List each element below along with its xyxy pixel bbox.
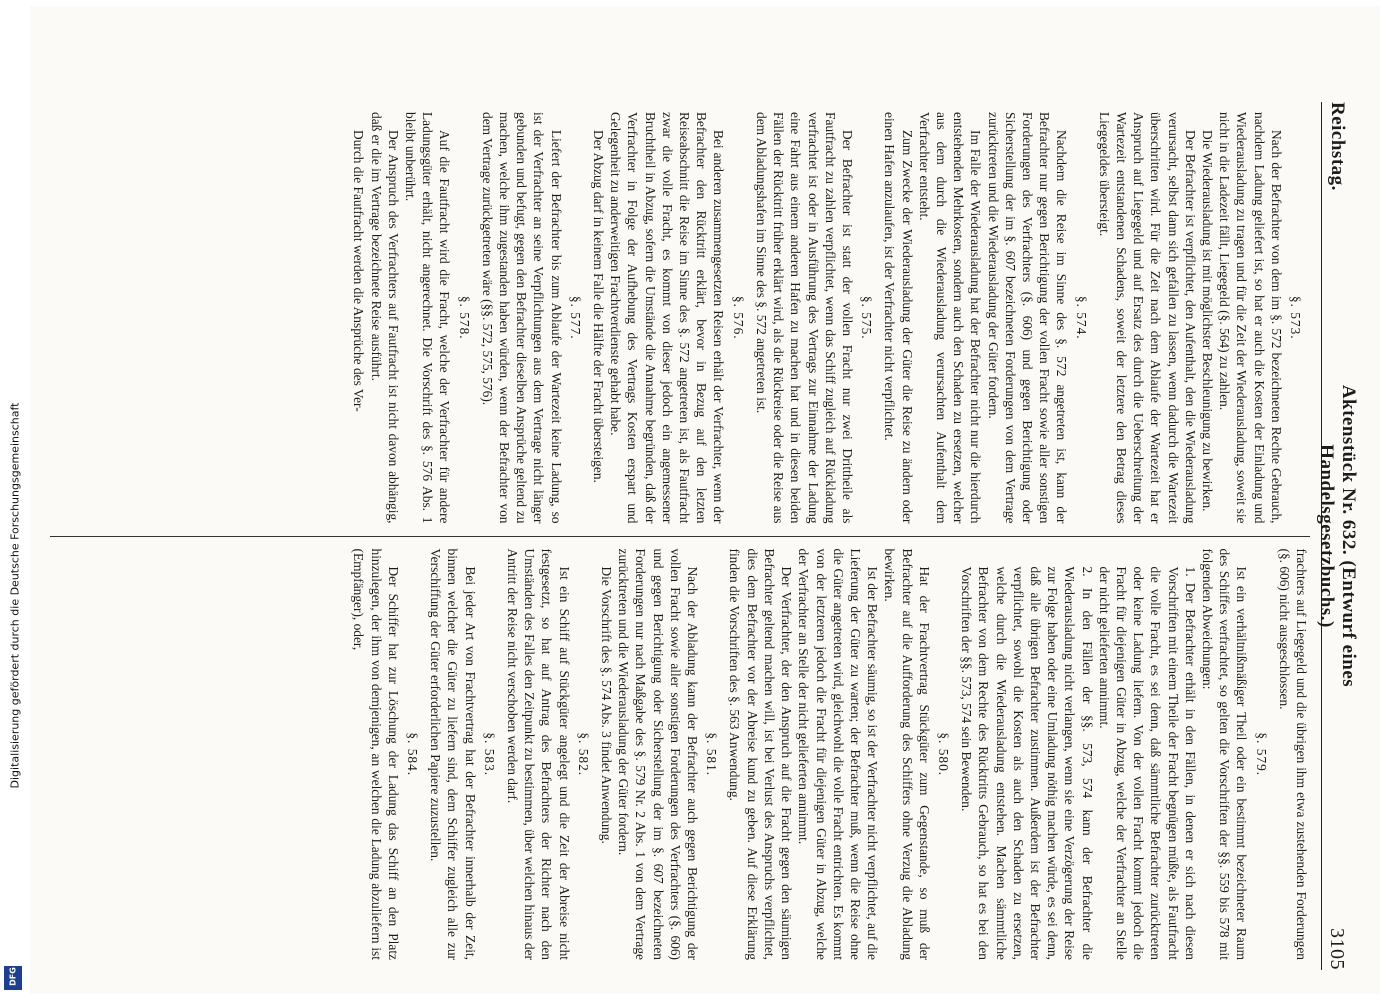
paragraph: Auf die Fautfracht wird die Fracht, welche der Verfrachter für andere Ladungsgüter erhält, nicht angerechnet. Die Vorschrift des §. 576 Abs. 1 bleibt unberührt. [403, 112, 453, 524]
paragraph: Der Verfrachter, der den Anspruch auf die Fracht gegen den säumigen Befrachter geltend machen will, ist bei Verlust des Anspruchs verpflichtet, dies dem Befrachter vor der Abreise kund zu geben. Auf diese Erklärung finden die Vorschriften des §. 563 Anwendung. [727, 548, 795, 960]
dfg-logo-text: DFG [8, 967, 18, 986]
paragraph: Liefert der Befrachter bis zum Ablaufe der Wartezeit keine Ladung, so ist der Verfrachter an seine Verpflichtungen aus dem Vertrage nicht länger gebunden und befugt, gegen den Befrachter dieselben Ansprüche geltend zu machen, welche ihm zugestanden haben würden, wenn der Befrachter von dem Vertrage zurückgetreten wäre (§§. 572, 575, 576). [479, 112, 564, 524]
right-column [50, 539, 1310, 971]
paragraph: Der Anspruch des Verfrachters auf Fautfracht ist nicht davon abhängig, daß er die im Vertrage bezeichnete Reise ausführt. [368, 112, 401, 524]
column-divider [50, 536, 1310, 537]
paragraph: Die Wiederausladung ist mit möglichster Beschleunigung zu bewirken. [1199, 130, 1215, 512]
paragraph: Der Befrachter ist statt der vollen Fracht nur zwei Drittheile als Fautfracht zu zahlen verpflichtet, wenn das Schiff zugleich auf Rückladung verfrachtet ist oder in Ausführung des Vertrags zur Einnahme der Ladung eine Fahrt aus einem anderen Hafen zu machen hat und in diesen beiden Fällen der Rücktritt früher erklärt wird, als die Rückreise oder die Reise aus dem Abladungshafen im Sinne des §. 572 angetreten ist. [753, 112, 855, 524]
section-heading: §. 582. [575, 732, 591, 777]
paragraph: Nach der Befrachter von dem im §. 572 bezeichneten Rechte Gebrauch, nachdem Ladung geliefert ist, so hat er auch die Kosten der Einladung und Wiederausladung zu tragen und für die Zeit der Wiederausladung, soweit sie nicht in die Ladezeit fällt, Liegegeld (§. 564) zu zahlen. [1217, 112, 1284, 524]
section-heading: §. 580. [935, 732, 951, 777]
paragraph: Bei anderen zusammengesetzten Reisen erhält der Verfrachter, wenn der Befrachter den Rücktritt erklärt, bevor in Bezug auf den letzten Reiseabschnitt die Reise im Sinne des §. 572 angetreten ist, als Fautfracht zwar die volle Fracht, es kommt von dieser jedoch ein angemessener Bruchtheil in Abzug, sofern die Umstände die Annahme begründen, daß der Verfrachter in Folge der Aufhebung des Vertrags Kosten erspart und Gelegenheit zu anderweitigen Frachtverdienste gehabt habe. [608, 112, 727, 524]
section-heading: §. 583. [481, 732, 497, 777]
dfg-logo [4, 966, 22, 990]
paragraph: Im Falle der Wiederausladung hat der Befrachter nicht nur die hierdurch entstehenden Mehrkosten, sondern auch den Schaden zu ersetzen, welcher aus dem durch die Wiederausladung verursachten Aufenthalt dem Verfrachter entsteht. [916, 112, 984, 524]
paragraph: Nach der Abladung kann der Befrachter auch gegen Berichtigung der vollen Fracht sowie aller sonstigen Forderungen des Verfrachters (§. 606) und gegen Berichtigung oder Sicherstellung der im §. 607 bezeichneten Forderungen nur nach Maßgabe des §. 579 Nr. 2 Abs. 1 von dem Vertrage zurücktreten und die Wiederausladung der Güter fordern. [616, 548, 701, 960]
section-heading: §. 576. [730, 295, 746, 340]
credit-text: Digitalisierung gefördert durch die Deutsche Forschungsgemeinschaft [8, 402, 22, 789]
paragraph: Der Abzug darf in keinem Falle die Hälfte der Fracht übersteigen. [591, 130, 607, 483]
paragraph: Die Vorschrift des §. 574 Abs. 3 findet Anwendung. [599, 566, 615, 844]
paragraph: Hat der Frachtvertrag Stückgüter zum Gegenstande, so muß der Befrachter auf die Aufforderung des Schiffers ohne Verzug die Abladung bewirken. [882, 548, 932, 960]
paragraph: Ist ein verhältnißmäßiger Theil oder ein bestimmt bezeichneter Raum des Schiffes verfrachtet, so gelten die Vorschriften der §§. 559 bis 578 mit folgenden Abweichungen: [1199, 548, 1250, 960]
list-item: 2. In den Fällen der §§. 573, 574 kann der Befrachter die Wiederausladung nicht verlangen, wenn sie eine Verzögerung der Reise zur Folge haben oder eine Umladung nöthig machen würde, es sei denn, daß alle übrigen Befrachter zustimmen. Außerdem ist der Befrachter verpflichtet, sowohl die Kosten als auch den Schaden zu ersetzen, welche durch die Wiederausladung entstehen. Machen sämmtliche Befrachter von dem Rechte des Rücktritts Gebrauch, so hat es bei den Vorschriften der §§. 573, 574 sein Bewenden. [959, 566, 1095, 960]
section-heading: §. 578. [456, 295, 472, 340]
paragraph: Ist der Befrachter säumig, so ist der Verfrachter nicht verpflichtet, auf die Lieferung der Güter zu warten; der Befrachter muß, wenn die Reise ohne die Güter angetreten wird, gleichwohl die volle Fracht entrichten. Es kommt von der letzteren jedoch die Fracht für diejenigen Güter in Abzug, welche der Verfrachter an Stelle der nicht gelieferten annimmt. [796, 548, 881, 960]
section-heading: §. 574. [1073, 295, 1089, 340]
header-left: Reichstag. [1327, 102, 1348, 191]
list-item: 1. Der Befrachter erhält in den Fällen, in denen er sich nach diesen Vorschriften mit einem Theile der Fracht begnügen müßte, als Fautfracht die volle Fracht, es sei denn, daß sämmtliche Befrachter zurücktreten oder keine Ladung liefern. Von der vollen Fracht kommt jedoch die Fracht für diejenigen Güter in Abzug, welche der Verfrachter an Stelle der nicht gelieferten annimmt. [1096, 566, 1198, 960]
section-heading: §. 584. [405, 732, 421, 777]
paragraph: Der Befrachter ist verpflichtet, den Aufenthalt, den die Wiederausladung verursacht, selbst dann sich gefallen zu lassen, wenn dadurch die Wartezeit überschritten wird. Für die Zeit nach dem Ablaufe der Wartezeit hat er Anspruch auf Liegegeld und auf Ersatz des durch die Ueberschreitung der Wartezeit entstandenen Schadens, soweit der letztere den Betrag dieses Liegegeldes übersteigt. [1096, 112, 1198, 524]
section-heading: §. 581. [704, 732, 720, 777]
left-column [50, 102, 1310, 534]
paragraph: Ist ein Schiff auf Stückgüter angelegt und die Zeit der Abreise nicht festgesetzt, so hat auf Antrag des Befrachters der Richter nach den Umständen des Falles den Zeitpunkt zu bestimmen, über welchen hinaus der Antritt der Reise nicht verschoben werden darf. [505, 548, 572, 960]
paragraph: Bei jeder Art von Frachtvertrag hat der Befrachter innerhalb der Zeit, binnen welcher die Güter zu liefern sind, dem Schiffer zugleich alle zur Verschiffung der Güter erforderlichen Papiere zuzustellen. [428, 548, 478, 960]
section-heading: §. 573. [1288, 295, 1303, 340]
page-number: 3105 [1326, 928, 1349, 970]
document-page [30, 6, 1380, 994]
paragraph: Nachdem die Reise im Sinne des §. 572 angetreten ist, kann der Befrachter nur gegen Berichtigung der vollen Fracht sowie aller sonstigen Forderungen des Verfrachters (§. 606) und gegen Berichtigung oder Sicherstellung der im §. 607 bezeichneten Forderungen von dem Vertrage zurücktreten und die Wiederausladung der Güter fordern. [985, 112, 1070, 524]
paragraph: Der Schiffer hat zur Löschung der Ladung das Schiff an den Platz hinzulegen, der ihm von demjenigen, an welchen die Ladung abzuliefern ist (Empfänger), oder, [351, 548, 401, 960]
page-content [30, 6, 1380, 994]
section-heading: §. 575. [859, 295, 875, 340]
header-title: Aktenstück Nr. 632. (Entwurf eines Handelsgesetzbuchs.) [1316, 384, 1359, 688]
section-heading: §. 579. [1253, 732, 1269, 777]
section-heading: §. 577. [567, 295, 583, 340]
paragraph: Zum Zwecke der Wiederausladung der Güter die Reise zu ändern oder einen Hafen anzulaufen, ist der Verfrachter nicht verpflichtet. [882, 112, 915, 524]
paragraph: frachters auf Liegegeld und die übrigen ihm etwa zustehenden Forderungen (§. 606) nicht ausgeschlossen. [1276, 548, 1309, 960]
digitization-credit [2, 0, 28, 1000]
running-header [1316, 102, 1359, 970]
paragraph: Durch die Fautfracht werden die Ansprüche des Ver- [351, 130, 367, 412]
text-columns [50, 102, 1310, 970]
